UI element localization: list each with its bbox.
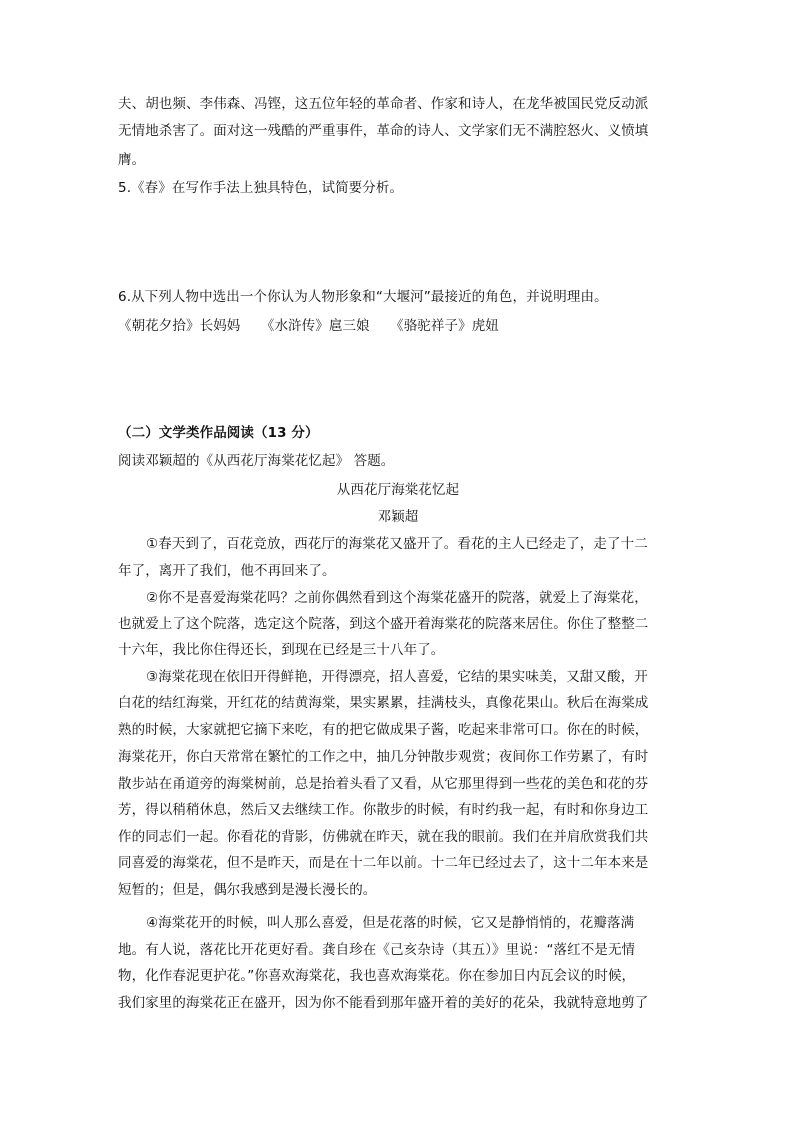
question-6-options: 《朝花夕拾》长妈妈 《水浒传》扈三娘 《骆驼祥子》虎妞 [118,318,499,334]
paragraph-1-line-1: ①春天到了，百花竞放，西花厅的海棠花又盛开了。看花的主人已经走了，走了十二 [146,536,648,552]
paragraph-4-line-2: 地。有人说，落花比开花更好看。龚自珍在《己亥杂诗（其五）》里说：“落红不是无情 [118,942,636,958]
paragraph-1-line-2: 年了，离开了我们，他不再回来了。 [118,563,336,579]
paragraph-2-line-1: ②你不是喜爱海棠花吗？之前你偶然看到这个海棠花盛开的院落，就爱上了海棠花， [146,590,648,606]
paragraph-3-line-2: 白花的结红海棠，开红花的结黄海棠，果实累累，挂满枝头，真像花果山。秋后在海棠成 [118,695,649,711]
paragraph-4-line-4: 我们家里的海棠花正在盛开，因为你不能看到那年盛开着的美好的花朵，我就特意地剪了 [118,995,649,1011]
top-text-line-3: 膺。 [118,152,146,168]
passage-author: 邓颖超 [377,509,419,525]
paragraph-3-line-7: 作的同志们一起。你看花的背影，仿佛就在昨天，就在我的眼前。我们在并肩欣赏我们共 [118,829,649,845]
paragraph-3-line-1: ③海棠花现在依旧开得鲜艳，开得漂亮，招人喜爱，它结的果实味美，又甜又酸，开 [146,669,648,685]
paragraph-3-line-3: 熟的时候，大家就把它摘下来吃，有的把它做成果子酱，吃起来非常可口。你在的时候， [118,722,649,738]
paragraph-3-line-8: 同喜爱的海棠花，但不是昨天，而是在十二年以前。十二年已经过去了，这十二年本来是 [118,855,649,871]
top-text-line-2: 无情地杀害了。面对这一残酷的严重事件，革命的诗人、文学家们无不满腔怒火、义愤填 [118,123,649,139]
paragraph-2-line-2: 也就爱上了这个院落，选定这个院落，到这个盛开着海棠花的院落来居住。你住了整整二 [118,616,649,632]
top-text-line-1: 夫、胡也频、李伟森、冯铿，这五位年轻的革命者、作家和诗人，在龙华被国民党反动派 [118,96,649,112]
section-heading: （二）文学类作品阅读（13 分） [118,425,319,441]
paragraph-4-line-3: 物，化作春泥更护花。”你喜欢海棠花，我也喜欢海棠花。你在参加日内瓦会议的时候， [118,968,636,984]
section-instruction: 阅读邓颖超的《从西花厅海棠花忆起》 答题。 [118,453,395,469]
question-6: 6.从下列人物中选出一个你认为人物形象和“大堰河”最接近的角色，并说明理由。 [118,289,608,305]
paragraph-4-line-1: ④海棠花开的时候，叫人那么喜爱，但是花落的时候，它又是静悄悄的，花瓣落满 [146,915,635,931]
paragraph-3-line-9: 短暂的；但是，偶尔我感到是漫长漫长的。 [118,882,377,898]
paragraph-3-line-6: 芳，得以稍稍休息，然后又去继续工作。你散步的时候，有时约我一起，有时和你身边工 [118,802,649,818]
paragraph-2-line-3: 十六年，我比你住得还长，到现在已经是三十八年了。 [118,642,445,658]
question-5: 5.《春》在写作手法上独具特色，试简要分析。 [118,180,404,196]
passage-title: 从西花厅海棠花忆起 [336,482,460,498]
paragraph-3-line-4: 海棠花开，你白天常常在繁忙的工作之中，抽几分钟散步观赏；夜间你工作劳累了，有时 [118,749,649,765]
paragraph-3-line-5: 散步站在甬道旁的海棠树前，总是抬着头看了又看，从它那里得到一些花的美色和花的芬 [118,776,649,792]
